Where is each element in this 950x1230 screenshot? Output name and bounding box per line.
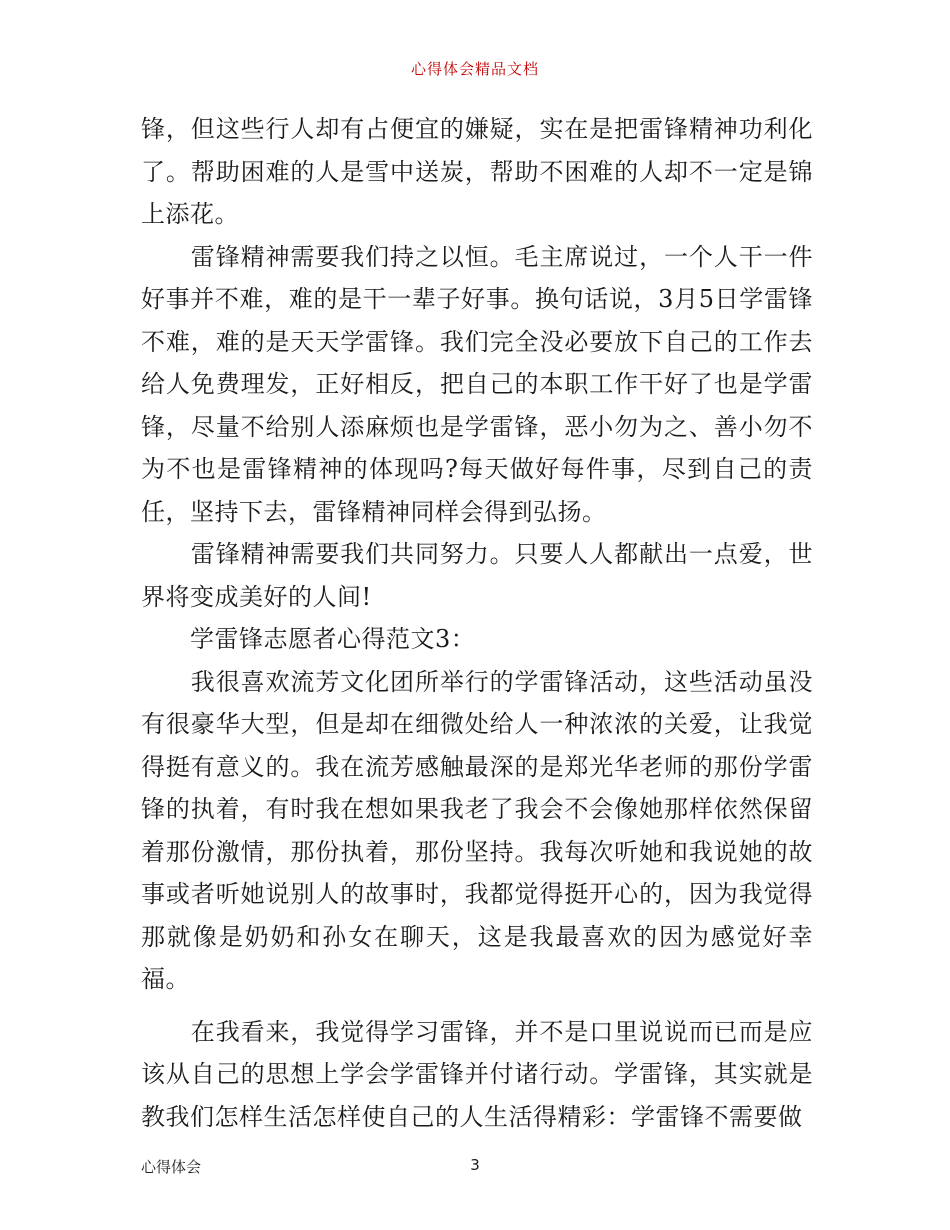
footer-label: 心得体会 bbox=[141, 1158, 202, 1176]
paragraph-liufang-activity: 我很喜欢流芳文化团所举行的学雷锋活动，这些活动虽没有很豪华大型，但是却在细微处给人一种浓浓的关爱，让我觉得挺有意义的。我在流芳感触最深的是郑光华老师的那份学雷锋的执着，有时我在想如果我老了我会不会像她那样依然保留着那份激情，那份执着，那份坚持。我每次听她和我说她的故事或者听她说别人的故事时，我都觉得挺开心的，因为我觉得那就像是奶奶和孙女在聊天，这是我最喜欢的因为感觉好幸福。 bbox=[141, 667, 813, 993]
page-number: 3 bbox=[470, 1156, 480, 1174]
paragraph-joint-effort: 雷锋精神需要我们共同努力。只要人人都献出一点爱，世界将变成美好的人间! bbox=[141, 540, 813, 611]
section-heading: 学雷锋志愿者心得范文3： bbox=[141, 625, 476, 653]
paragraph-continuation: 锋，但这些行人却有占便宜的嫌疑，实在是把雷锋精神功利化了。帮助困难的人是雪中送炭，帮助不困难的人却不一定是锦上添花。 bbox=[141, 115, 813, 228]
document-header-title: 心得体会精品文档 bbox=[410, 60, 539, 78]
paragraph-persistence: 雷锋精神需要我们持之以恒。毛主席说过，一个人干一件好事并不难，难的是干一辈子好事。换句话说，3月5日学雷锋不难，难的是天天学雷锋。我们完全没必要放下自己的工作去给人免费理发，正好相反，把自己的本职工作干好了也是学雷锋，尽量不给别人添麻烦也是学雷锋，恶小勿为之、善小勿不为不也是雷锋精神的体现吗?每天做好每件事，尽到自己的责任，坚持下去，雷锋精神同样会得到弘扬。 bbox=[141, 242, 813, 526]
document-body bbox=[141, 108, 813, 1138]
paragraph-learning-leifeng: 在我看来，我觉得学习雷锋，并不是口里说说而已而是应该从自己的思想上学会学雷锋并付诸行动。学雷锋，其实就是教我们怎样生活怎样使自己的人生活得精彩：学雷锋不需要做 bbox=[141, 1017, 813, 1131]
